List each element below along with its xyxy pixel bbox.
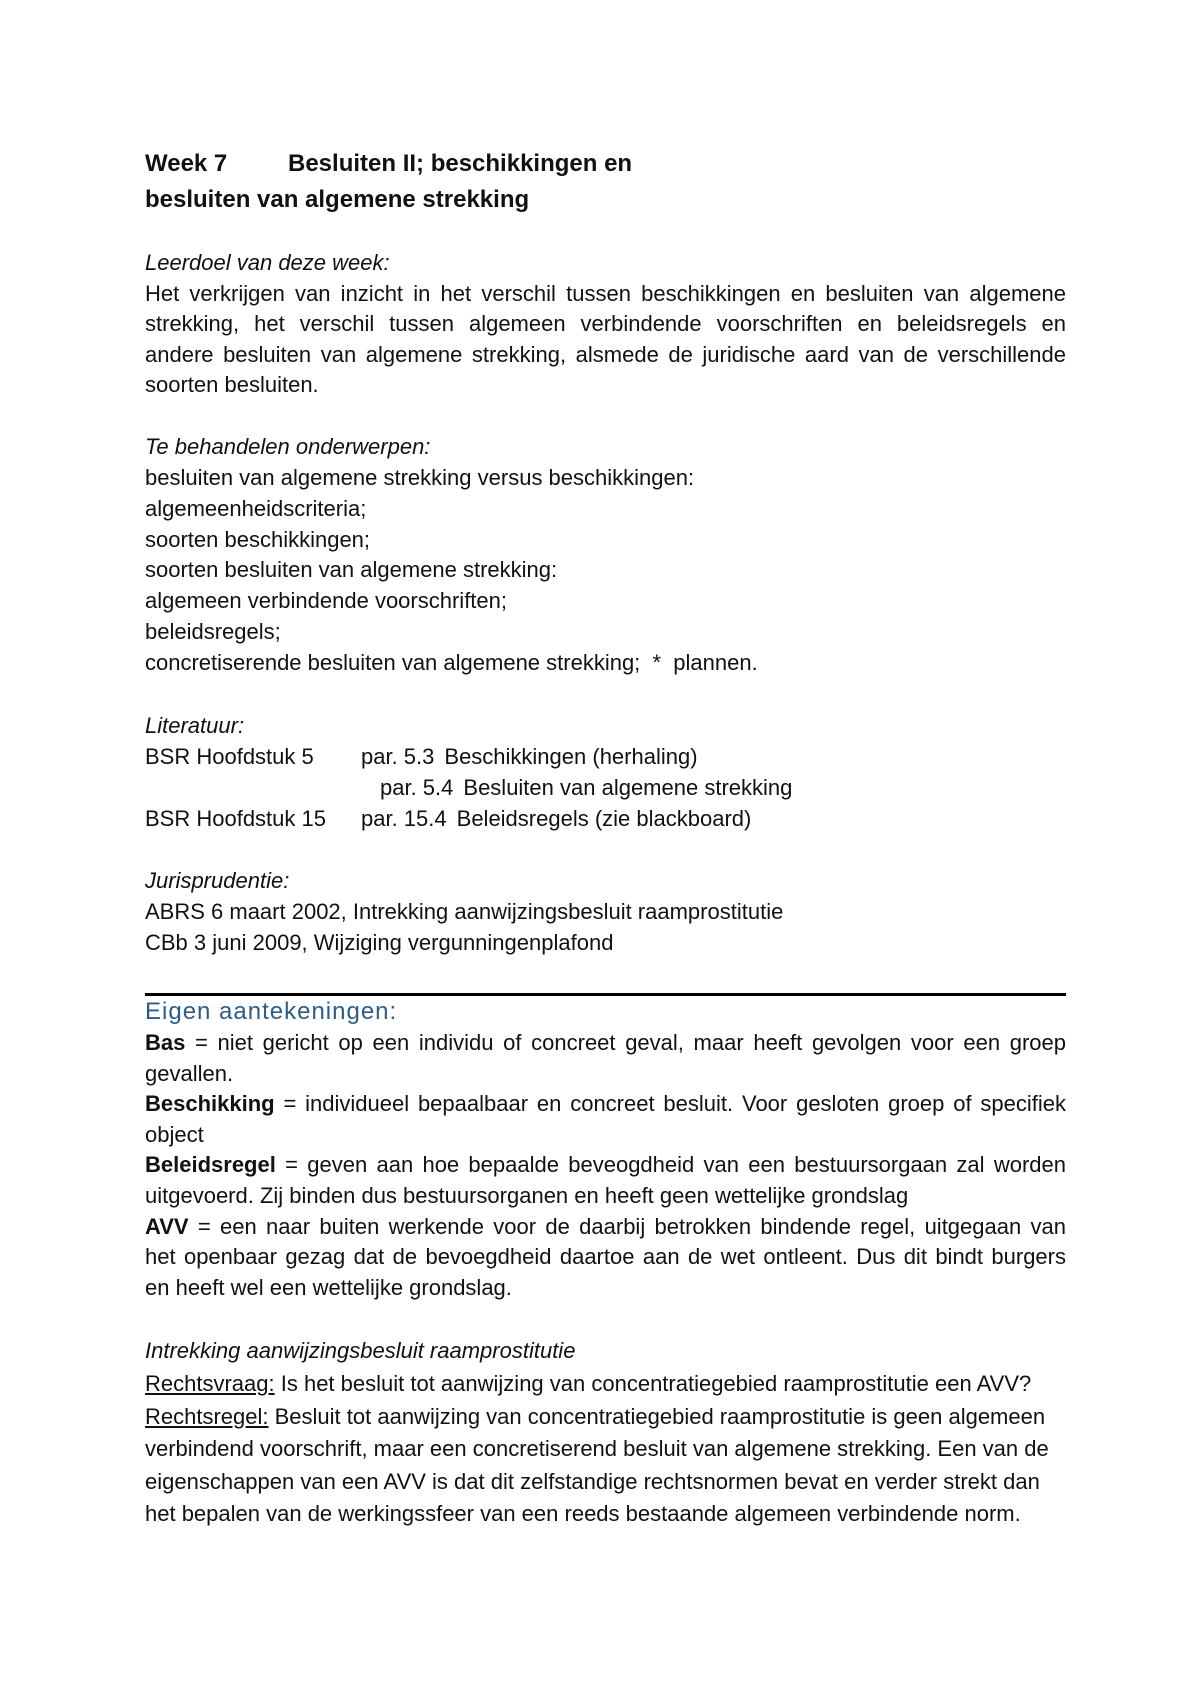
legal-rule-label: Rechtsregel: <box>145 1403 269 1429</box>
definition-term: AVV <box>145 1213 189 1239</box>
section-divider <box>145 993 1066 996</box>
legal-question-label: Rechtsvraag: <box>145 1371 275 1396</box>
definition-line: gevallen. <box>145 1060 234 1086</box>
definition-term: Beleidsregel <box>145 1152 276 1178</box>
literature-row <box>145 772 1066 803</box>
definition-line <box>145 1150 1066 1181</box>
topic-item: besluiten van algemene strekking versus beschikkingen: <box>145 464 695 490</box>
legal-rule-line: het bepalen van de werkingssfeer van een reeds bestaande algemeen verbindende norm. <box>145 1501 1021 1526</box>
paragraph-number: par. 15.4 <box>361 806 447 831</box>
legal-rule-text: Besluit tot aanwijzing van concentratiegebied raamprostitutie is geen algemeen <box>268 1403 1046 1429</box>
topic-item: soorten besluiten van algemene strekking: <box>145 557 558 583</box>
case-law-item: CBb 3 juni 2009, Wijziging vergunningenplafond <box>145 930 614 955</box>
paragraph-description: Beleidsregels (zie blackboard) <box>456 806 752 831</box>
definition-text: = individueel bepaalbaar en concreet besluit. Voor gesloten groep of specifiek <box>274 1091 1066 1117</box>
legal-question-text: Is het besluit tot aanwijzing van concentratiegebied raamprostitutie een AVV? <box>274 1371 1032 1396</box>
objective-heading: Leerdoel van deze week: <box>145 250 390 275</box>
case-law-item: ABRS 6 maart 2002, Intrekking aanwijzingsbesluit raamprostitutie <box>145 899 784 924</box>
page-title <box>145 146 1066 218</box>
title-line-2: besluiten van algemene strekking <box>145 186 530 213</box>
definition-line: uitgevoerd. Zij binden dus bestuursorganen en heeft geen wettelijke grondslag <box>145 1182 909 1208</box>
topics-section <box>145 432 1066 679</box>
definition-term: Bas <box>145 1030 186 1055</box>
paragraph-number: par. 5.3 <box>361 744 435 769</box>
definition-text: = een naar buiten werkende voor de daarbij betrokken bindende regel, uitgegaan van <box>188 1213 1066 1239</box>
definition-line: het openbaar gezag dat de bevoegdheid daartoe aan de wet ontleent. Dus dit bindt burgers <box>145 1244 1066 1270</box>
title-text-1: Besluiten II; beschikkingen en <box>288 150 633 177</box>
definition-line: object <box>145 1121 204 1147</box>
notes-section <box>145 1028 1066 1303</box>
case-law-heading: Jurisprudentie: <box>145 868 290 893</box>
literature-paragraph <box>361 803 751 834</box>
legal-rule-line: verbindend voorschrift, maar een concretiserend besluit van algemene strekking. Een van de <box>145 1436 1049 1461</box>
title-line-1 <box>145 146 1066 182</box>
week-label: Week 7 <box>145 150 228 177</box>
objective-section <box>145 248 1066 401</box>
literature-source: BSR Hoofdstuk 15 <box>145 806 326 831</box>
notes-heading: Eigen aantekeningen: <box>145 998 398 1025</box>
paragraph-number: par. 5.4 <box>380 775 454 800</box>
literature-heading: Literatuur: <box>145 713 245 738</box>
literature-paragraph <box>361 741 698 772</box>
literature-row <box>145 741 1066 772</box>
legal-rule-line: eigenschappen van een AVV is dat dit zelfstandige rechtsnormen bevat en verder strekt dan <box>145 1468 1040 1494</box>
topic-item: beleidsregels; <box>145 619 281 645</box>
literature-source: BSR Hoofdstuk 5 <box>145 744 314 769</box>
definition-line: en heeft wel een wettelijke grondslag. <box>145 1274 512 1300</box>
topic-item: algemeenheidscriteria; <box>145 495 367 521</box>
objective-line: Het verkrijgen van inzicht in het verschil tussen beschikkingen en besluiten van algemene <box>145 280 1066 306</box>
topics-heading: Te behandelen onderwerpen: <box>145 434 431 459</box>
definition-line <box>145 1089 1066 1120</box>
case-section <box>145 1368 1066 1531</box>
definition-line <box>145 1212 1066 1243</box>
definition-term: Beschikking <box>145 1091 275 1117</box>
topic-item: concretiserende besluiten van algemene strekking; * plannen. <box>145 650 758 676</box>
literature-paragraph <box>380 772 792 803</box>
definition-line <box>145 1028 1066 1059</box>
objective-line: andere besluiten van algemene strekking, alsmede de juridische aard van de verschillende <box>145 341 1066 367</box>
legal-question <box>145 1368 1066 1401</box>
case-title: Intrekking aanwijzingsbesluit raamprostitutie <box>145 1338 576 1363</box>
definition-text: = geven aan hoe bepaalde beveogdheid van een bestuursorgaan zal worden <box>275 1152 1066 1178</box>
topic-item: algemeen verbindende voorschriften; <box>145 588 508 614</box>
paragraph-description: Beschikkingen (herhaling) <box>444 744 698 769</box>
objective-line: strekking, het verschil tussen algemeen verbindende voorschriften en beleidsregels en <box>145 311 1066 336</box>
legal-rule-line <box>145 1401 1066 1434</box>
definition-text: = niet gericht op een individu of concreet geval, maar heeft gevolgen voor een groep <box>185 1030 1066 1055</box>
case-law-section <box>145 865 1066 958</box>
literature-section <box>145 710 1066 834</box>
paragraph-description: Besluiten van algemene strekking <box>463 775 793 800</box>
topic-item: soorten beschikkingen; <box>145 526 371 552</box>
literature-row <box>145 803 1066 834</box>
objective-line: soorten besluiten. <box>145 372 319 397</box>
